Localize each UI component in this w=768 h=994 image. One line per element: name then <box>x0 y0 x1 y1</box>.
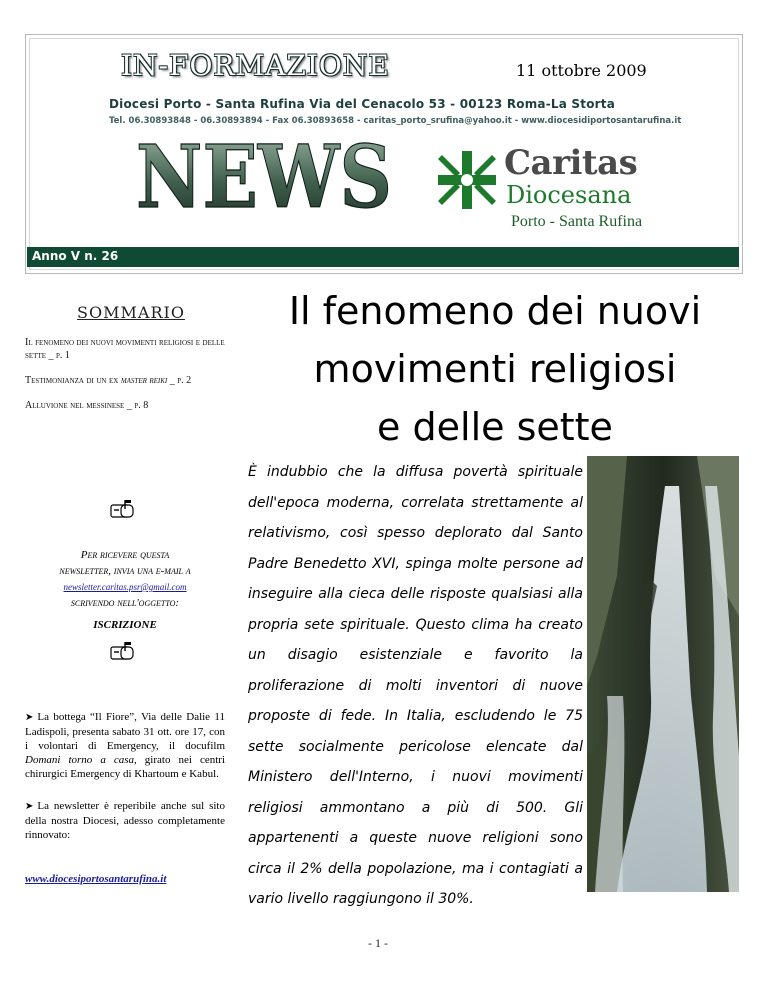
bullet-item: ➤ La bottega “Il Fiore”, Via delle Dalie 11 Ladispoli, presenta sabato 31 ott. ore 17, con i volontari di Emergency, il docufilm Domani torno a casa, girato nei centri chirurgici Emergency di Khartoum e Kabul. <box>25 711 225 780</box>
caritas-name: Caritas <box>504 143 638 183</box>
caritas-logo-block <box>436 143 656 230</box>
subscribe-keyword: ISCRIZIONE <box>93 619 157 631</box>
newsletter-title: IN-FORMAZIONE <box>121 49 390 82</box>
sidebar <box>25 303 225 631</box>
toc-item[interactable]: Alluvione nel messinese _ p. 8 <box>25 400 149 411</box>
arrow-bullet-icon: ➤ <box>25 801 34 812</box>
caritas-cross-icon <box>436 149 498 211</box>
diocese-site-link[interactable]: www.diocesiportosantarufina.it <box>25 873 167 885</box>
contact-line: Tel. 06.30893848 - 06.30893894 - Fax 06.30893658 - caritas_porto_srufina@yahoo.it - www.diocesidiportosantarufina.it <box>109 116 682 126</box>
subscribe-box <box>25 547 225 633</box>
toc-item[interactable]: Testimonianza di un ex master reiki _ p. 2 <box>25 375 192 386</box>
subscribe-line-1: Per ricevere questa <box>80 549 170 561</box>
masthead <box>25 34 743 274</box>
table-of-contents <box>25 336 225 412</box>
news-logo <box>134 127 394 228</box>
issue-bar <box>27 247 739 267</box>
subscribe-line-2: newsletter, invia una e-mail a <box>59 565 191 577</box>
toc-item[interactable]: Il fenomeno dei nuovi movimenti religiosi e delle sette _ p. 1 <box>25 337 225 361</box>
waterfall-photo <box>587 456 739 892</box>
news-bullets <box>25 710 225 860</box>
article-headline: Il fenomeno dei nuovi movimenti religiosi e delle sette <box>288 289 702 449</box>
page-number: - 1 - <box>368 936 388 950</box>
mailbox-icon <box>109 641 137 663</box>
subscribe-email-link[interactable]: newsletter.caritas.psr@gmail.com <box>63 582 187 592</box>
news-word: NEWS <box>136 127 392 228</box>
issue-number: Anno V n. 26 <box>32 249 119 263</box>
mailbox-icon <box>109 499 137 521</box>
arrow-bullet-icon: ➤ <box>25 712 34 723</box>
bullet-item: ➤ La newsletter è reperibile anche sul sito della nostra Diocesi, adesso completamente rinnovato: <box>25 800 225 841</box>
caritas-place: Porto - Santa Rufina <box>511 213 643 230</box>
issue-date: 11 ottobre 2009 <box>516 61 647 80</box>
sommario-heading: SOMMARIO <box>77 303 185 322</box>
article-body: È indubbio che la diffusa povertà spirituale dell'epoca moderna, correlata strettamente al relativismo, così spesso deplorato dal Santo Padre Benedetto XVI, spinga molte persone ad inseguire alla cieca delle risposte qualsiasi alla propria sete spirituale. Questo clima ha creato un disagio esistenziale e favorito la proliferazione di molti inventori di nuove proposte di fede. In Italia, escludendo le 75 sette socialmente pericolose elencate dal Ministero dell'Interno, i nuovi movimenti religiosi ammontano a più di 500. Gli appartenenti a queste nuove religioni sono circa il 2% della popolazione, ma i contagiati a vario livello raggiungono il 30%. <box>248 464 583 907</box>
diocese-address: Diocesi Porto - Santa Rufina Via del Cenacolo 53 - 00123 Roma-La Storta <box>109 97 615 111</box>
subscribe-line-3: scrivendo nell'oggetto: <box>70 597 180 609</box>
caritas-subtitle: Diocesana <box>506 181 632 209</box>
